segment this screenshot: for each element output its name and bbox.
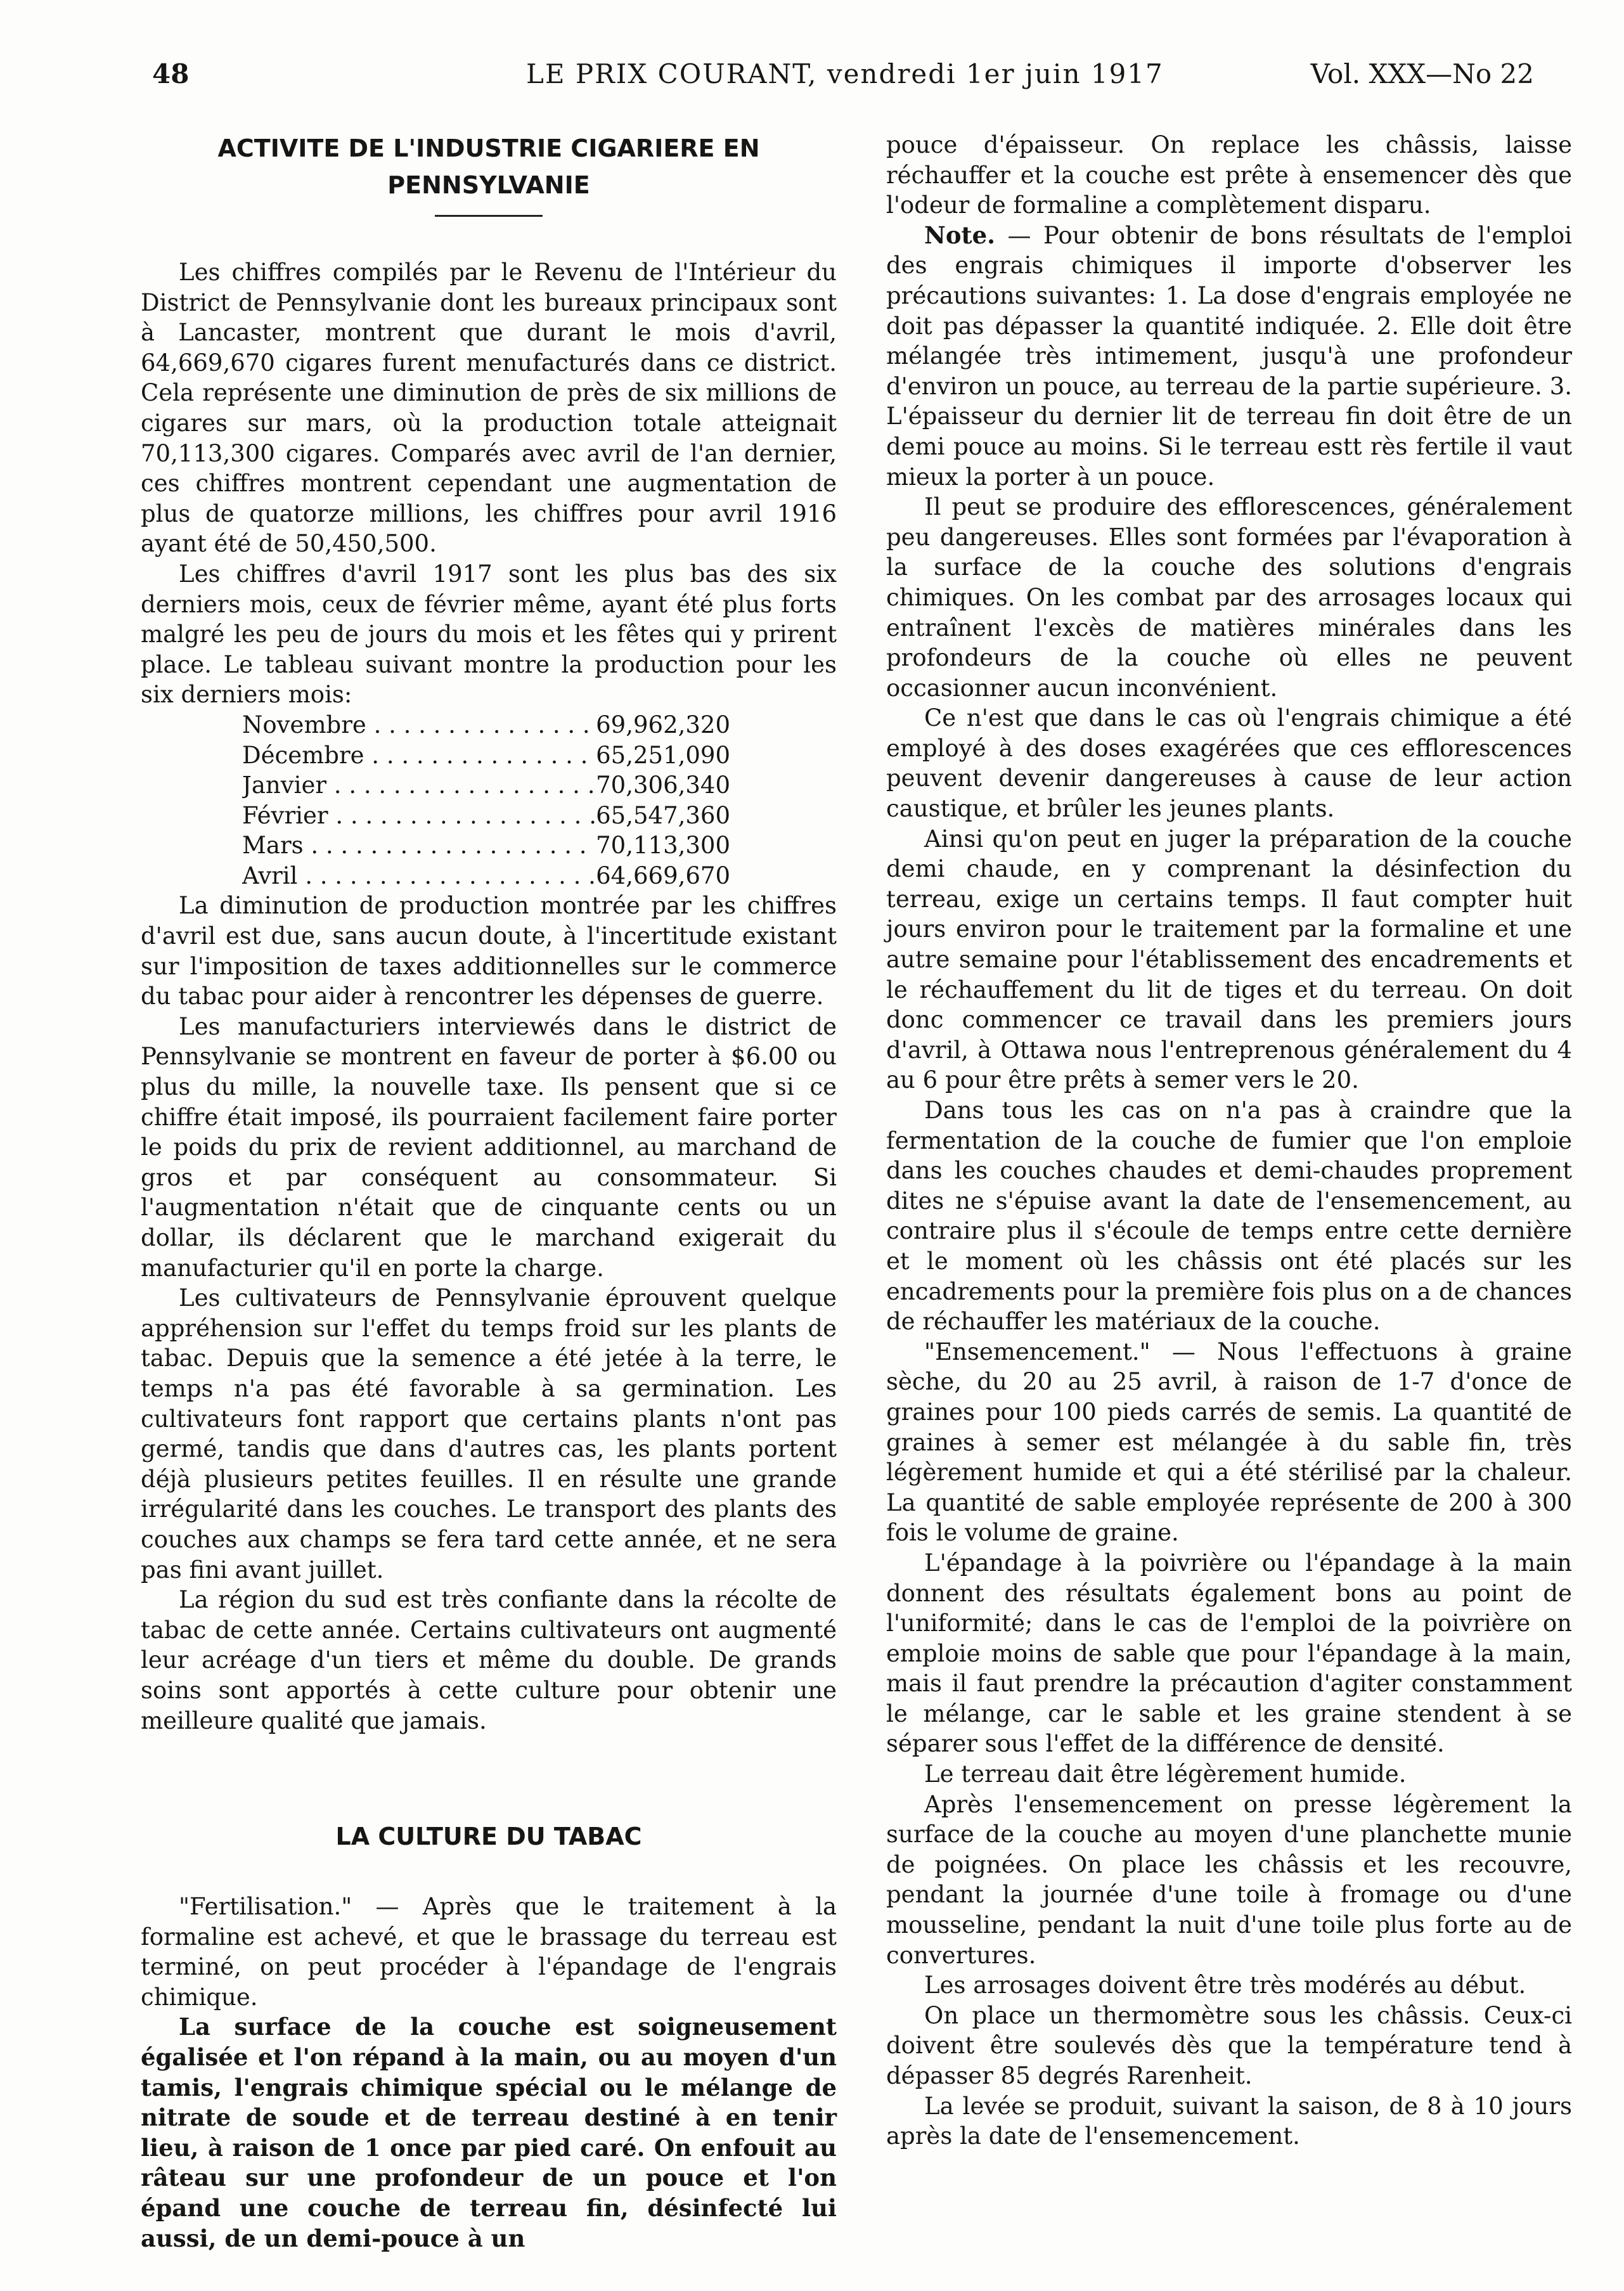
table-row [242,770,730,801]
table-row [242,830,730,861]
month-label: Novembre . . . [242,710,596,740]
paragraph: "Fertilisation." — Après que le traitement à la formaline est achevé, et que le brassage du terreau est terminé, on peut procéder à l'épandage de l'engrais chimique. [141,1893,837,2011]
paragraph: La région du sud est très confiante dans la récolte de tabac de cette année. Certains cultivateurs ont augmenté leur acréage d'un tiers et même du double. De grands soins sont apportés à cette culture pour obtenir une meilleure qualité que jamais. [141,1586,837,1734]
page-header [152,58,1534,109]
month-label: Avril . . . [242,861,596,891]
table-row [242,801,730,831]
note-text: — Pour obtenir de bons résultats de l'emploi des engrais chimiques il importe d'observer les précautions suivantes: 1. La dose d'engrais employée ne doit pas dépasser la quantité indiquée. 2. Elle doit être mélangée très intimement, jusqu'à une profondeur d'environ un pouce, au terreau de la partie supérieure. 3. L'épaisseur du dernier lit de terreau fin doit être de un demi pouce au moins. Si le terreau estt rès fertile il vaut mieux la porter à un pouce. [886,221,1572,491]
publication-line: LE PRIX COURANT, vendredi 1er juin 1917 [526,58,1164,89]
paragraph: Après l'ensemencement on presse légèrement la surface de la couche au moyen d'une planchette munie de poignées. On place les châssis et les recouvre, pendant la journée d'une toile à fromage ou d'une mousseline, pendant la nuit d'une toile plus forte au de convertures. [886,1790,1572,1969]
page-number: 48 [152,58,190,89]
paragraph: La levée se produit, suivant la saison, de 8 à 10 jours après la date de l'ensemencement. [886,2092,1572,2150]
table-row [242,861,730,891]
paragraph: Les manufacturiers interviewés dans le district de Pennsylvanie se montrent en faveur de porter à $6.00 ou plus du mille, la nouvelle taxe. Ils pensent que si ce chiffre était imposé, ils pourraient facilement faire porter le poids du prix de revient additionnel, au marchand de gros et par conséquent au consommateur. Si l'augmentation n'était que de cinquante cents ou un dollar, ils déclarent que le marchand exigerait du manufacturier qu'il en porte la charge. [141,1012,837,1282]
paragraph: La diminution de production montrée par les chiffres d'avril est due, sans aucun doute, à l'incertitude existant sur l'imposition de taxes additionnelles sur le commerce du tabac pour aider à rencontrer les dépenses de guerre. [141,892,837,1010]
paragraph: Le terreau dait être légèrement humide. [924,1760,1407,1788]
article-title-cigar-industry: ACTIVITE DE L'INDUSTRIE CIGARIERE EN PENNSYLVANIE [217,134,760,199]
paragraph: "Ensemencement." — Nous l'effectuons à graine sèche, du 20 au 25 avril, à raison de 1-7 d'once de graines pour 100 pieds carrés de semis. La quantité de graines à semer est mélangée à du sable fin, très légèrement humide et qui a été stérilisé par la chaleur. La quantité de sable employée représente de 200 à 300 fois le volume de graine. [886,1338,1572,1547]
production-table [242,710,730,891]
production-value: 65,251,090 [596,741,730,769]
paragraph: Les chiffres d'avril 1917 sont les plus bas des six derniers mois, ceux de février même, ayant été plus forts malgré les peu de jours du mois et les fêtes qui y prirent place. Le tableau suivant montre la production pour les six derniers mois: [141,560,837,709]
production-value: 65,547,360 [596,801,730,829]
paragraph: Les chiffres compilés par le Revenu de l'Intérieur du District de Pennsylvanie dont les bureaux principaux sont à Lancaster, montrent que durant le mois d'avril, 64,669,670 cigares furent menufacturés dans ce district. Cela représente une diminution de près de six millions de cigares sur mars, où la production totale atteignait 70,113,300 cigares. Comparés avec avril de l'an dernier, ces chiffres montrent cependant une augmentation de plus de quatorze millions, les chiffres pour avril 1916 ayant été de 50,450,500. [141,259,837,558]
volume-number: Vol. XXX—No 22 [1310,58,1534,89]
paragraph: On place un thermomètre sous les châssis. Ceux-ci doivent être soulevés dès que la température tend à dépasser 85 degrés Rarenheit. [886,2001,1572,2089]
paragraph: Dans tous les cas on n'a pas à craindre que la fermentation de la couche de fumier que l'on emploie dans les couches chaudes et demi-chaudes proprement dites ne s'épuise avant la date de l'ensemencement, au contraire plus il s'écoule de temps entre cette dernière et le moment où les châssis ont été placés sur les encadrements pour la première fois plus on a de chances de réchauffer les matériaux de la couche. [886,1097,1572,1336]
table-row [242,740,730,771]
paragraph: Les cultivateurs de Pennsylvanie éprouvent quelque appréhension sur l'effet du temps froid sur les plants de tabac. Depuis que la semence a été jetée à la terre, le temps n'a pas été favorable à sa germination. Les cultivateurs font rapport que certains plants n'ont pas germé, tandis que dans d'autres cas, les plants portent déjà plusieurs petites feuilles. Il en résulte une grande irrégularité dans les couches. Le transport des plants des couches aux champs se fera tard cette année, et ne sera pas fini avant juillet. [141,1284,837,1584]
production-value: 70,113,300 [596,832,730,860]
paragraph: pouce d'épaisseur. On replace les châssis, laisse réchauffer et la couche est prête à ensemencer dès que l'odeur de formaline a complètement disparu. [886,131,1572,219]
production-value: 69,962,320 [596,711,730,739]
paragraph: Il peut se produire des efflorescences, généralement peu dangereuses. Elles sont formées par l'évaporation à la surface de la couche des solutions d'engrais chimiques. On les combat par des arrosages locaux qui entraînent l'excès de matières minérales dans les profondeurs de la couche où elles ne peuvent occasionner aucun inconvénient. [886,493,1572,702]
note-label: Note. [924,221,996,249]
month-label: Décembre . . . [242,740,596,771]
paragraph: La surface de la couche est soigneusement égalisée et l'on répand à la main, ou au moyen d'un tamis, l'engrais chimique spécial ou le mélange de nitrate de soude et de terreau destiné à en tenir lieu, à raison de 1 once par pied caré. On enfouit au râteau sur une profondeur de un pouce et l'on épand une couche de terreau fin, désinfecté lui aussi, de un demi-pouce à un [141,2013,837,2252]
right-column [886,130,1572,2152]
paragraph: Ainsi qu'on peut en juger la préparation de la couche demi chaude, en y comprenant la désinfection du terreau, exige un certains temps. Il faut compter huit jours environ pour le traitement par la formaline et une autre semaine pour l'établissement des encadrements et le réchauffement du lit de tiges et du terreau. On doit donc commencer ce travail dans les premiers jours d'avril, à Ottawa nous l'entreprenous généralement du 4 au 6 pour être prêts à semer vers le 20. [886,825,1572,1094]
month-label: Mars . . . [242,830,596,861]
paragraph: L'épandage à la poivrière ou l'épandage à la main donnent des résultats également bons au point de l'uniformité; dans le cas de l'emploi de la poivrière on emploie moins de sable que pour l'épandage à la main, mais il faut prendre la précaution d'agiter constamment le mélange, car le sable et les graine stendent à se séparer sous l'effet de la différence de densité. [886,1549,1572,1758]
month-label: Février . . . [242,801,596,831]
article-title-tobacco-culture: LA CULTURE DU TABAC [335,1823,642,1851]
note-paragraph [886,221,1572,492]
production-value: 70,306,340 [596,771,730,799]
production-value: 64,669,670 [596,862,730,889]
paragraph: Ce n'est que dans le cas où l'engrais chimique a été employé à des doses exagérées que ces efflorescences peuvent devenir dangereuses à cause de leur action caustique, et brûler les jeunes plants. [886,704,1572,823]
title-rule [435,215,543,217]
left-column [141,130,837,2254]
paragraph: Les arrosages doivent être très modérés au début. [924,1972,1526,1999]
month-label: Janvier . . . [242,770,596,801]
table-row [242,710,730,740]
